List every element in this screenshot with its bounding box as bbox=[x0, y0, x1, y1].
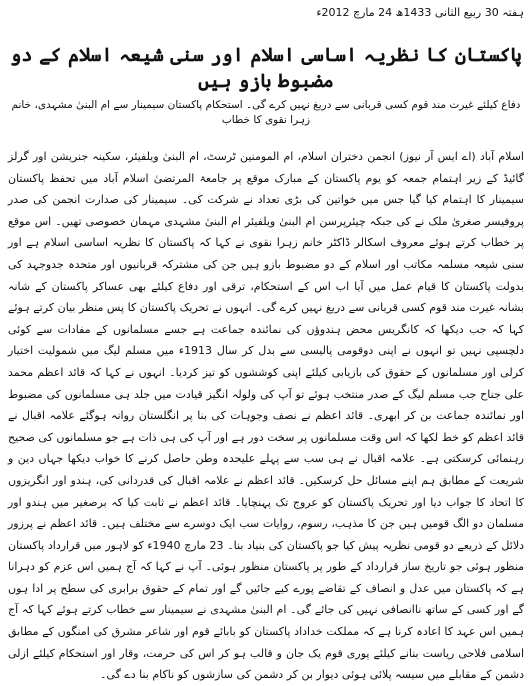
subheadline: دفاع کیلئے غیرت مند قوم کسی قربانی سے دریغ نہیں کرے گی۔ استحکام پاکستان سیمینار سے ام البنیٰ مشہدی، خانم زہرا نقوی کا خطاب bbox=[11, 99, 521, 126]
article-text: اسلام آباد (اے ایس آر نیوز) انجمن دختران اسلام، ام المومنین ٹرسٹ، ام البنیٰ ویلفیئر، سکینہ جنریشن اور گرلز گائیڈ کے زیر اہتمام جمعہ کو یوم پاکستان کے مبارک موقع پر جامعۃ المرتضیٰ اسلام آباد میں تحفظ پاکستان سیمینار کا اہتمام کیا گیا جس میں خواتین کی بڑی تعداد نے شرکت کی۔ سیمینار کی صدارت انجمن کی صدر پروفیسر صغریٰ ملک نے کی جبکہ چیئرپرسن ام البنیٰ ویلفیئر ام البنیٰ مشہدی مہمان خصوصی تھیں۔ اس موقع پر خطاب کرتے ہوئے معروف اسکالر ڈاکٹر خانم زہرا نقوی نے کہا کہ پاکستان کا نظریہ اساسی اسلام ہے اور سنی شیعہ مسلمہ مکاتب اور اسلام کے دو مضبوط بازو ہیں جن کی مشترکہ قربانیوں اور متحدہ جدوجہد کی بدولت پاکستان کا قیام عمل میں آیا اب اس کے استحکام، ترقی اور دفاع کیلئے بھی عساکر پاکستان کے شانہ بشانہ غیرت مند قوم کسی قربانی سے دریغ نہیں کرے گی۔ انہوں نے تحریک پاکستان کا پس منظر بیان کرتے ہوئے کہا کہ جب دیکھا کہ کانگریس محض ہندوؤں کی نمائندہ جماعت ہے جسے مسلمانوں کے مفادات سے کوئی دلچسپی نہیں تو انہوں نے اپنی دوقومی پالیسی سے بدل کر سال 1913ء میں مسلم لیگ میں شمولیت اختیار کرلی اور مسلمانوں کے حقوق کی بازیابی کیلئے اپنی کوششوں کو تیز کردیا۔ انہوں نے کہا کہ قائد اعظم محمد علی جناح جب مسلم لیگ کے صدر منتخب ہوئے تو آپ کی ولولہ انگیز قیادت میں جلد ہی مسلمانوں کی مضبوط اور نمائندہ جماعت بن کر ابھری۔ قائد اعظم نے نصف وجوہات کی بنا پر انگلستان روانہ ہوگئے علامہ اقبال نے قائد اعظم کو خط لکھا کہ اس وقت مسلمانوں پر سخت دور ہے اور آپ کی ہی ذات ہے جو مسلمانوں کی صحیح رہنمائی کرسکتی ہے۔ علامہ اقبال نے ہی سب سے پہلے علیحدہ وطن حاصل کرنے کا خواب دیکھا جہاں دین و شریعت کے مطابق ہم اپنے مسائل حل کرسکیں۔ قائد اعظم نے علامہ اقبال کی قدردانی کی، ہندو اور انگریزوں کا اتحاد کا جواب دیا اور تحریک پاکستان کو عروج تک پہنچایا۔ قائد اعظم نے ثابت کیا کہ برصغیر میں ہندو اور مسلمان دو الگ قومیں ہیں جن کا مذہب، رسوم، روایات سب ایک دوسرے سے مختلف ہیں۔ قائد اعظم نے پرزور دلائل کے ذریعے دو قومی نظریہ پیش کیا جو پاکستان کی بنیاد بنا۔ 23 مارچ 1940ء کو لاہور میں قرارداد پاکستان منظور ہوئی جو تاریخ ساز قرارداد کے طور پر پاکستان منظور ہوئی۔ آپ نے کہا کہ آج ہمیں اس عزم کو دہرانا ہے کہ پاکستان میں عدل و انصاف کے تقاضے پورے کیے جائیں گے اور تمام کے حقوق برابری کی سطح پر ادا ہوں گے اور کسی کے ساتھ ناانصافی نہیں کی جائے گی۔ ام البنیٰ مشہدی نے سیمینار سے خطاب کرتے ہوئے کہا کہ آج ہمیں اس عہد کا اعادہ کرنا ہے کہ مملکت خداداد پاکستان کو بابائے قوم اور شاعر مشرق کی امنگوں کے مطابق اسلامی فلاحی ریاست بنانے کیلئے پوری قوم یک جان و قالب ہو کر اس کی حرمت، وقار اور استحکام کیلئے ازلی دشمن کے مقابلے میں سیسہ پلائی ہوئی دیوار بن کر دشمن کی سازشوں کو ناکام بنا دے گی۔ bbox=[8, 150, 525, 682]
dateline: ہفتہ 30 ربیع الثانی 1433ھ 24 مارچ 2012ء bbox=[316, 6, 524, 19]
article-body bbox=[6, 146, 526, 686]
headline: پاکستان کا نظریہ اساسی اسلام اور سنی شیعہ اسلام کے دو مضبوط بازو ہیں bbox=[10, 44, 522, 92]
